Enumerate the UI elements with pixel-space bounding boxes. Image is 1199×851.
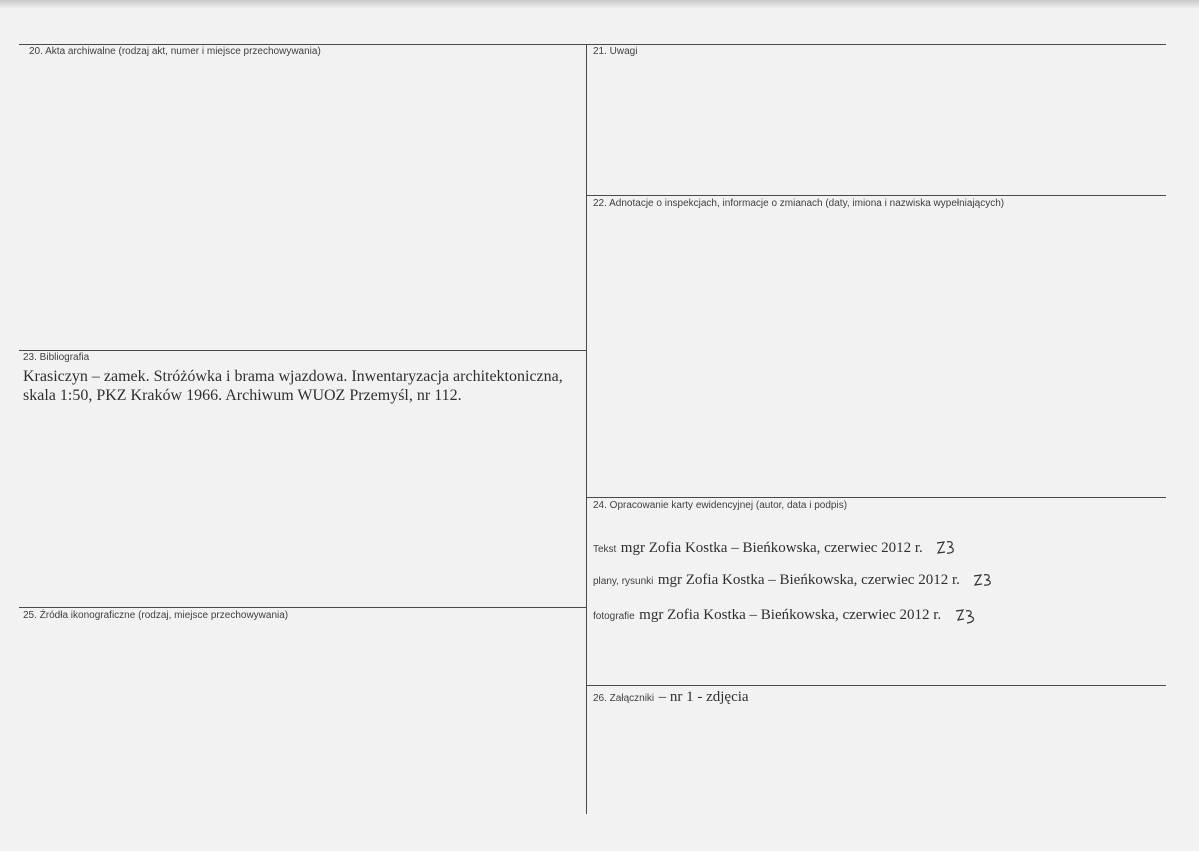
author-entry-value: mgr Zofia Kostka – Bieńkowska, czerwiec 2012 r. — [657, 572, 960, 589]
bibliography-text: Krasiczyn – zamek. Stróżówka i brama wjazdowa. Inwentaryzacja architektoniczna, skala 1:50, PKZ Kraków 1966. Archiwum WUOZ Przemyśl, nr 112. — [23, 368, 563, 404]
field-24-label: 24. Opracowanie karty ewidencyjnej (autor, data i podpis) — [593, 500, 848, 511]
author-entry-value: mgr Zofia Kostka – Bieńkowska, czerwiec 2012 r. — [620, 540, 923, 557]
author-entry-prefix: fotografie — [593, 611, 635, 623]
rule-25 — [19, 607, 586, 608]
column-divider — [586, 44, 587, 814]
field-21-label: 21. Uwagi — [593, 46, 638, 57]
signature-initials — [935, 539, 959, 557]
field-20-label: 20. Akta archiwalne (rodzaj akt, numer i miejsce przechowywania) — [29, 46, 321, 57]
field-26 — [593, 688, 749, 706]
rule-24 — [587, 497, 1166, 498]
field-26-value: – nr 1 - zdjęcia — [658, 689, 749, 705]
author-entry-text — [593, 539, 959, 557]
field-26-label: 26. Załączniki — [593, 693, 655, 704]
signature-initials — [954, 605, 980, 625]
rule-26 — [587, 685, 1166, 686]
author-entry-photos — [593, 605, 980, 625]
author-entry-prefix: Tekst — [593, 544, 617, 556]
top-rule — [19, 44, 1166, 45]
author-entry-plans — [593, 571, 996, 589]
field-25-label: 25. Źródła ikonograficzne (rodzaj, miejsce przechowywania) — [23, 610, 289, 621]
rule-22 — [587, 195, 1166, 196]
field-22-label: 22. Adnotacje o inspekcjach, informacje o zmianach (daty, imiona i nazwiska wypełniających) — [593, 198, 1005, 209]
signature-initials — [972, 571, 996, 589]
rule-23 — [19, 350, 586, 351]
author-entry-prefix: plany, rysunki — [593, 576, 654, 588]
field-23-label: 23. Bibliografia — [23, 352, 90, 363]
author-entry-value: mgr Zofia Kostka – Bieńkowska, czerwiec 2012 r. — [639, 607, 942, 624]
